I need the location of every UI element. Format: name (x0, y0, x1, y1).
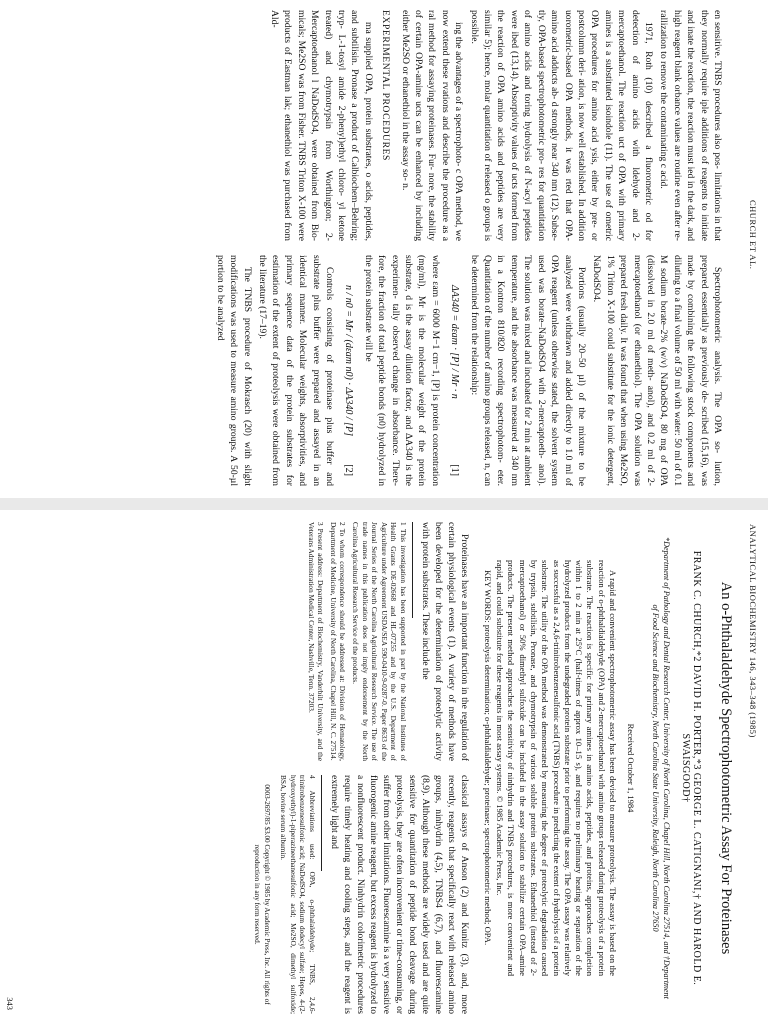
paragraph: 1971, Roth (10) described a fluorometric od for detection of amino acids with ldehyde and 2-mercaptoethanol. The reaction uct of OPA with primary amines is a substituted isoindole (11). The use of ometric OPA procedures for amino acid ysis, either by pre- or postcolumn deri- ation, is now well established. In addition uorometric-based OPA methods, it was rted that OPA-amino acid adducts ab- d strongly near 340 nm (12). Subse- tly, OPA-based spectrophotometric pro- res for quantitation of amino acids and toring hydrolysis of N-acyl peptides were ibed (13,14). Absorptivity values of ucts formed from the reaction of OPA amino acids and peptides are very similar 5); hence, molar quantitation of released o groups is possible. (468, 10, 654, 241)
left-page-columns (18, 10, 724, 486)
paragraph: classical assays of Anson (2) and Kunitz (3), and, more recently, reagents that specifically react with released amino groups, ninhydrin (4,5), TNBS4 (6,7), and fluorescamine (8,9). Although these methods are widely used and are quite sensitive for quantitation of peptide bond cleavage during proteolysis, they are often inconvenient or time-consuming, or suffer from other limitations. Fluorescamine is a very sensitive fluorogenic amine reagent, but excess reagent is hydrolyzed to a nonfluorescent product. Ninhydrin colorimetric procedures require timely heating and cooling steps, and the reagent is extremely light and (329, 775, 469, 1014)
paragraph: ing the advantages of a spectrophoto- c OPA method, we now extend these rvations and describe the procedure as a ral method for assaying proteinases. Fur- nore, the stability of certain OPA-amine ucts can be enhanced by including either Me2SO or ethanethiol in the assay so- n. (399, 10, 465, 241)
footnote: 3 Present address: Department of Biochemistry, Vanderbilt University, and the Veterans Administration Medical Center, Nashville, Tenn. 37203. (306, 522, 326, 761)
footnote-rule (412, 522, 413, 618)
equation-number: [2] (343, 464, 355, 476)
paragraph: Spectrophotometric analysis. The OPA so- lution, prepared essentially as previously de- scribed (15,16), was made by combining the following stock components and diluting to a final volume of 50 ml with water: 50 ml of 0.1 M sodium borate–2% (w/v) NaDodSO4, 80 mg of OPA (dissolved in 2.0 ml of meth- anol), and 0.2 ml of 2-mercaptoethanol (or ethanethiol). The OPA solution was prepared fresh daily. It was found that when using Me2SO, 1% Triton X-100 could substitute for the ionic detergent, NaDodSO4. (591, 255, 723, 486)
equation-2 (342, 255, 355, 486)
equation-text: n / n0 = Mr / (dεam n0) · ΔA340 / [P] (343, 285, 355, 436)
equation-1 (448, 255, 461, 486)
left-column-1 (18, 10, 724, 241)
right-column-1 (18, 522, 470, 761)
keywords: KEY WORDS: proteolysis determination; o-phthaldialdehyde; proteinase; spectrophotometric method; OPA. (482, 570, 493, 946)
running-head-left: CHURCH ET AL. (748, 200, 758, 270)
copyright-notice: 0003-2697/85 $3.00 Copyright © 1985 by Academic Press, Inc. All rights of reproduction in any form reserved. (253, 784, 271, 1005)
paragraph: The TNBS procedure of Mokrasch (20) with slight modifications was used to measure amino groups. A 50-µl portion to be analyzed (214, 255, 253, 486)
footnote: 4 Abbreviations used: OPA, o-phthalaldehyde; TNBS, 2,4,6-trinitrobenzenesulfonic acid; NaDodSO4, sodium dodecyl sulfate; Hepes, 4-(2-hydroxyethyl)-1-piperazineethanesulfonic acid; Me2SO, dimethyl sulfoxide; BSA, bovine serum albumin. (279, 775, 317, 1014)
right-page-columns (18, 522, 470, 1014)
affiliation: *Department of Pathology and Dental Research Center, University of North Carolina, Chapel Hill, North Carolina 27514, and †Department of Food Science and Biochemistry, North Carolina State University, Raleigh, North Carolina 27650 (651, 537, 671, 999)
footnote-rule (321, 775, 322, 871)
footnote: 2 To whom correspondence should be addressed at: Division of Hematology, Department of Medicine, University of North Carolina, Chapel Hill, N. C. 27514. (328, 522, 348, 761)
author-list: FRANK C. CHURCH,*2 DAVID H. PORTER,*3 GEORGE L. CATIGNANI,† AND HAROLD E. SWAISGOOD† (680, 550, 702, 986)
received-date: Received October 1, 1984 (626, 723, 636, 813)
section-heading: EXPERIMENTAL PROCEDURES (380, 10, 392, 161)
paragraph: en sensitive. TNBS procedures also pos- limitations in that they normally require iple additions of reagents to initiate and inate the reaction, the reaction must ied in the dark, and high reagent blank orbance values are routine even after re- rallization to remove the contaminating c acid. (658, 10, 723, 241)
page-number: 343 (5, 997, 15, 1010)
paragraph: Controls consisting of proteinase plus buffer and substrate plus buffer were prepared and assayed in an identical manner. Molecular weights, absorptivities, and primary sequence data of the protein substrates for estimation of the extent of proteolysis were obtained from the literature (17–19). (257, 255, 336, 486)
running-head-right: ANALYTICAL BIOCHEMISTRY 146, 343–348 (1985) (748, 524, 758, 738)
paragraph: where εam = 6000 M−1 cm−1, [P] is protein concentration (mg/ml), Mr is the molecular weight of the protein substrate, d is the assay dilution factor, and ΔA340 is the experimen- tally observed change in absorbance. There- fore, the fraction of total peptide bonds (n0) hydrolyzed in the protein substrate will be (362, 255, 441, 486)
abstract-text: A rapid and convenient spectrophotometric assay has been devised to measure proteolysis. The assay is based on the reaction of o-phthaldialdehyde (OPA) and 2-mercaptoethanol with amino groups released during proteolysis of a protein substrate. The reaction is specific for primary amines in amino acids, peptides, and proteins, approaches completion within 1 to 2 min at 25°C (half-times of approx 10–15 s), and requires no preliminary heating or separation of the hydrolyzed products from the undegraded protein substrate prior to performing the assay. The OPA assay was relatively as successful as a 2,4,6-trinitrobenzenesulfonic acid (TNBS) procedure in predicting the extent of hydrolysis of a protein substrate. The utility of the OPA method was demonstrated by measuring the degree of proteolytic degradation caused by trypsin, subtilisin, Pronase, and chymotrypsin of various soluble protein substrates. Ethanethiol (instead of 2-mercaptoethanol) or 50% dimethyl sulfoxide can be included in the assay solution to stabilize certain OPA–amine products. The present method approaches the sensitivity of ninhydrin and TNBS procedures, is more convenient and rapid, and could substitute for these reagents in most assay systems. © 1985 Academic Press, Inc. (495, 560, 618, 976)
right-column-2 (18, 775, 470, 1014)
article-title: An o-Phthalaldehyde Spectrophotometric Assay For Proteinases (718, 581, 734, 955)
paragraph: Portions (usually 20–50 µl) of the mixture to be analyzed were withdrawn and added directly to 1.0 ml of OPA reagent (unless otherwise stated, the solvent system used was borate–NaDodSO4 with 2-mercaptoeth- anol). The solution was mixed and incubated for 2 min at ambient temperature, and the absorbance was measured at 340 nm in a Kontron 810/820 recording spectrophotom- eter. Quantitation of the number of amino groups released, n, can be determined from the relationship: (468, 255, 587, 486)
left-page (0, 0, 768, 496)
footnote: 1 This investigation has been supported in part by the National Institutes of Health Grants DE-02668 and HL-07255 and by the U.S. Department of Agriculture under Agreement USDA/SEA 590-0410-9-0287-0. Paper 8633 of the Journal Series of the North Carolina Agricultural Research Service. The use of trade names in this publication does not imply endorsement by the North Carolina Agricultural Research Service of the products. (351, 522, 408, 761)
paragraph: ma supplied OPA, protein substrates, o acids, peptides, and subtilisin. Pronase a product of Calbiochem–Behring; tryp- L-1-tosyl amide 2-phenyl)ethyl chloro- yl ketone treated) and chymotrypsin from Worthington; 2-Mercaptoethanol l NaDodSO4, were obtained from Bio- micals; Me2SO was from Fisher. TNBS Triton X-100 were products of Eastman lak; ethanethiol was purchased from Ald- (269, 10, 374, 241)
left-column-2 (18, 255, 724, 486)
right-page (0, 512, 768, 1024)
page-gutter (0, 498, 768, 510)
abstract (481, 560, 618, 976)
paragraph: Proteinases have an important function in the regulation of certain physiological events (1). A variety of methods have been developed for the determination of proteolytic activity with protein substrates. These include the (420, 522, 469, 761)
equation-text: ΔA340 = dεam · [P] / Mr · n (449, 285, 461, 399)
equation-number: [1] (449, 464, 461, 476)
